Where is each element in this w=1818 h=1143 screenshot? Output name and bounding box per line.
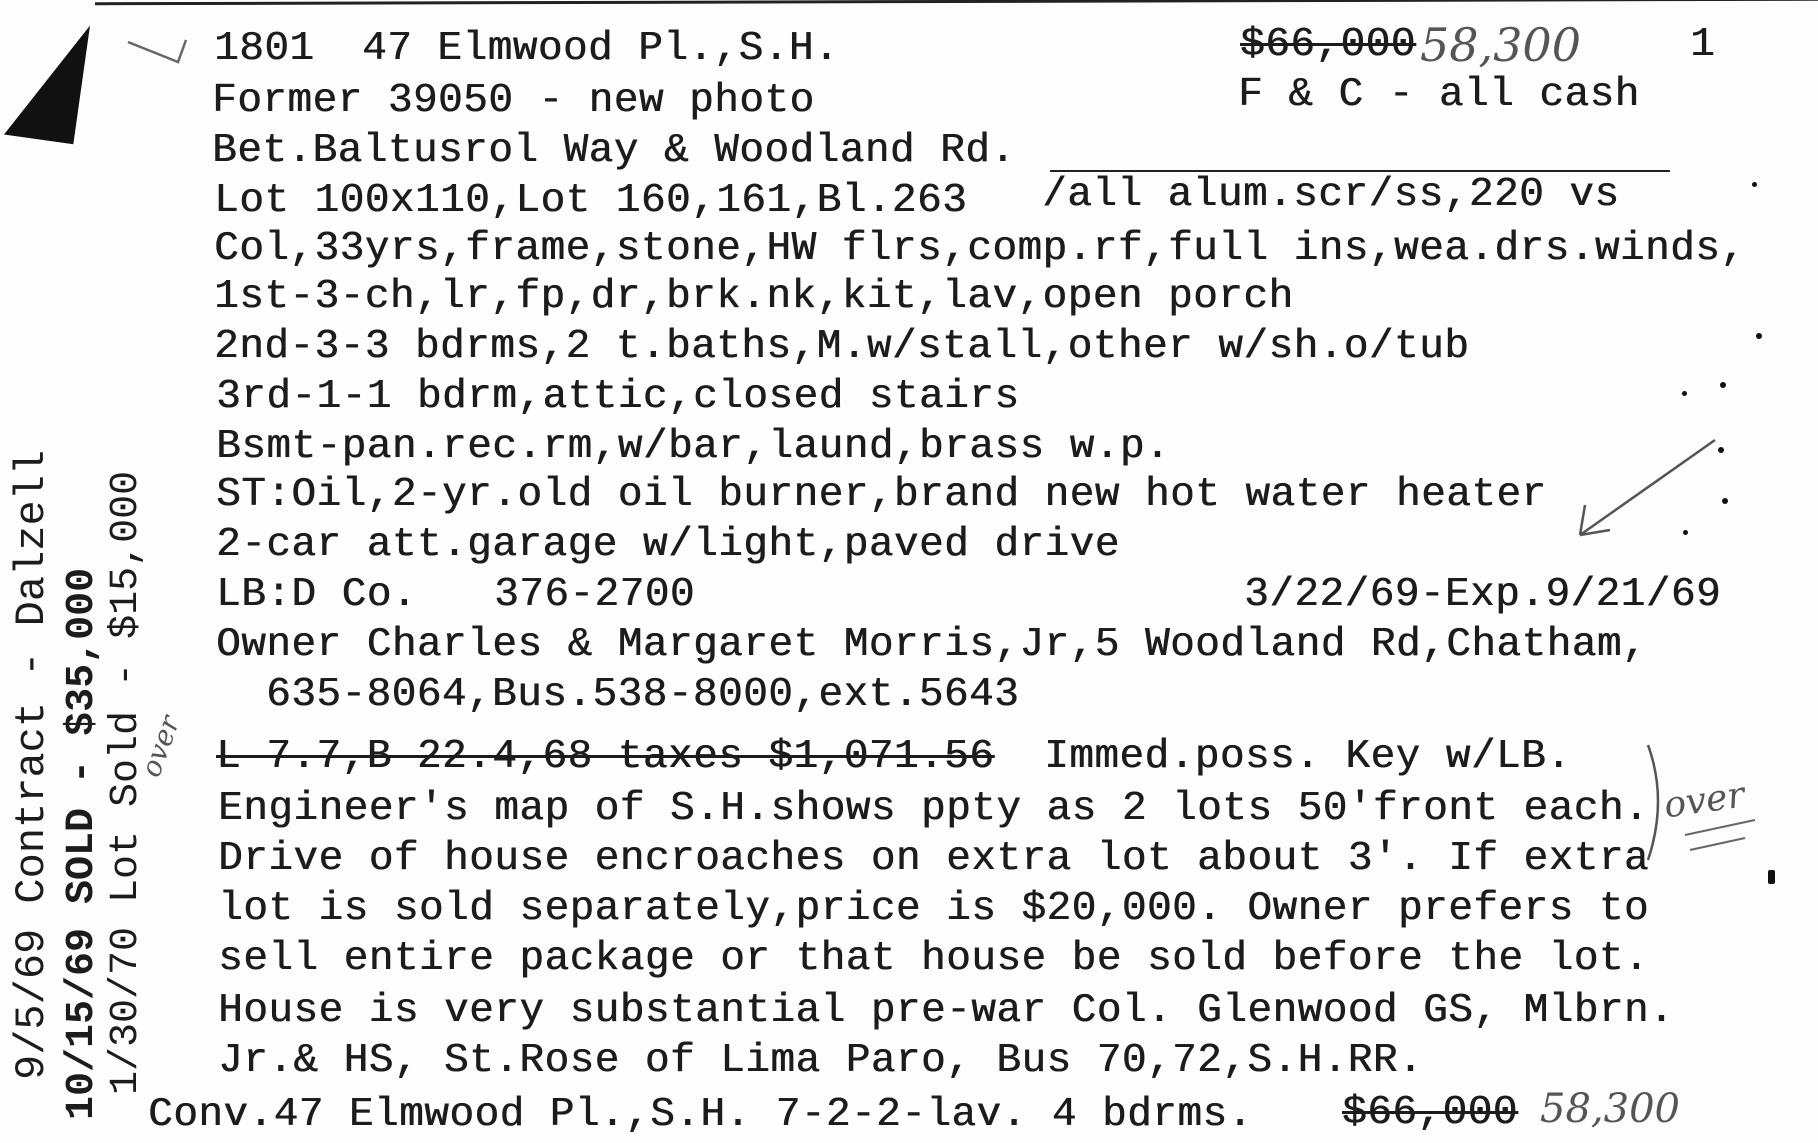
broker-phone: 376-2700 xyxy=(494,572,695,618)
construction-line: Col,33yrs,frame,stone,HW flrs,comp.rf,full ins,wea.drs.winds, xyxy=(214,226,1746,272)
margin-note-over: over xyxy=(1661,774,1747,827)
dot-mark xyxy=(1720,382,1726,388)
contract-note: 9/5/69 Contract - Dalzell xyxy=(8,449,56,1080)
listing-dates: 3/22/69-Exp.9/21/69 xyxy=(1244,572,1721,618)
second-floor-line: 2nd-3-3 bdrms,2 t.baths,M.w/stall,other w/sh.o/tub xyxy=(214,324,1470,370)
conv-old-price: $66,000 xyxy=(1342,1090,1518,1136)
cross-streets: Bet.Baltusrol Way & Woodland Rd. xyxy=(212,128,1016,174)
dot-mark xyxy=(1683,530,1688,535)
dot-mark xyxy=(1756,333,1762,339)
owner-line: Owner Charles & Margaret Morris,Jr,5 Woodland Rd,Chatham, xyxy=(216,622,1647,668)
property-address: 47 Elmwood Pl.,S.H. xyxy=(362,26,839,72)
conv-new-price: 58,300 xyxy=(1540,1086,1680,1132)
owner-phones: 635-8064,Bus.538-8000,ext.5643 xyxy=(266,672,1020,718)
taxes-struck: L 7.7,B 22.4,68 taxes $1,071.56 xyxy=(216,734,995,780)
screens-info: /all alum.scr/ss,220 vs xyxy=(1042,172,1620,218)
lot-sold-note: 1/30/70 Lot Sold - $15,000 xyxy=(104,470,149,1095)
garage-line: 2-car att.garage w/light,paved drive xyxy=(216,522,1120,568)
dot-mark xyxy=(1768,870,1775,884)
remarks-line: Drive of house encroaches on extra lot about 3'. If extra xyxy=(218,836,1649,882)
lot-sold-handwritten: over xyxy=(134,711,187,782)
card-number: 1 xyxy=(1690,22,1716,68)
check-mark-right xyxy=(1580,440,1715,535)
dot-mark xyxy=(1752,182,1757,187)
dot-mark xyxy=(1722,498,1728,504)
remarks-line: Engineer's map of S.H.shows ppty as 2 lots 50'front each. xyxy=(218,786,1649,832)
equals-mark xyxy=(1685,820,1755,850)
check-mark-top xyxy=(128,40,186,62)
terms: F & C - all cash xyxy=(1238,72,1640,118)
heating-line: ST:Oil,2-yr.old oil burner,brand new hot water heater xyxy=(216,472,1547,518)
first-floor-line: 1st-3-ch,lr,fp,dr,brk.nk,kit,lav,open porch xyxy=(214,274,1294,320)
third-floor-line: 3rd-1-1 bdrm,attic,closed stairs xyxy=(216,374,1020,420)
remarks-line: House is very substantial pre-war Col. Glenwood GS, Mlbrn. xyxy=(218,988,1675,1034)
basement-line: Bsmt-pan.rec.rm,w/bar,laund,brass w.p. xyxy=(216,424,1170,470)
listing-number: 1801 xyxy=(214,26,315,72)
listing-broker: LB:D Co. xyxy=(216,572,417,618)
new-price-handwritten: 58,300 xyxy=(1420,18,1581,72)
remarks-line: sell entire package or that house be sold before the lot. xyxy=(218,936,1649,982)
sold-note: 10/15/69 SOLD - $35,000 xyxy=(60,567,105,1120)
conventional-summary: Conv.47 Elmwood Pl.,S.H. 7-2-2-lav. 4 bdrms. xyxy=(148,1092,1253,1138)
remarks-line: lot is sold separately,price is $20,000. Owner prefers to xyxy=(218,886,1649,932)
dot-mark xyxy=(1718,447,1724,453)
possession-line: Immed.poss. Key w/LB. xyxy=(1044,734,1572,780)
old-price: $66,000 xyxy=(1240,22,1416,68)
bracket-mark xyxy=(1648,745,1658,860)
former-listing: Former 39050 - new photo xyxy=(212,78,815,124)
lot-info: Lot 100x110,Lot 160,161,Bl.263 xyxy=(214,178,968,224)
remarks-line: Jr.& HS, St.Rose of Lima Paro, Bus 70,72,S.H.RR. xyxy=(218,1038,1423,1084)
dot-mark xyxy=(1682,391,1687,396)
